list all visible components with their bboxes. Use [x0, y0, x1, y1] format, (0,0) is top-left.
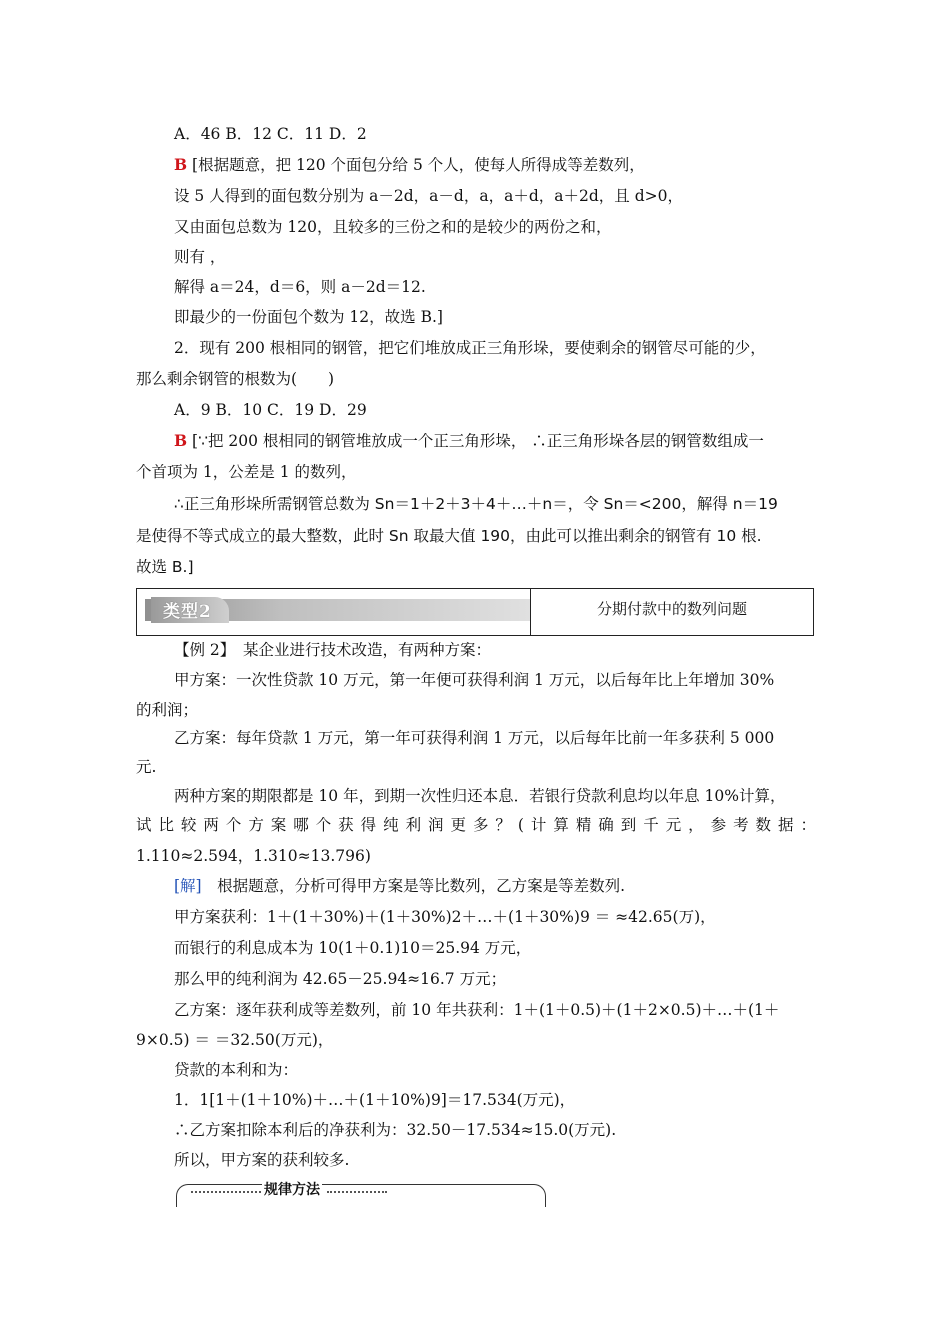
- solution-line: 乙方案：逐年获利成等差数列，前 10 年共获利：1＋(1＋0.5)＋(1＋2×0.5)＋…＋(1＋: [174, 1001, 780, 1019]
- solution-line: ∴乙方案扣除本利后的净获利为：32.50－17.534≈15.0(万元).: [174, 1121, 617, 1139]
- answer-letter: B: [174, 155, 188, 174]
- type-title: 分期付款中的数列问题: [596, 600, 747, 618]
- example-line: 甲方案：一次性贷款 10 万元，第一年便可获得利润 1 万元，以后每年比上年增加 30%: [174, 671, 775, 689]
- solution-text: [根据题意，把 120 个面包分给 5 个人，使每人所得成等差数列，: [187, 156, 645, 174]
- type-label: 类型2: [163, 602, 212, 622]
- solution-line: 贷款的本利和为：: [174, 1061, 299, 1079]
- dots-right: [327, 1191, 387, 1195]
- example-line: 乙方案：每年贷款 1 万元，第一年可获得利润 1 万元，以后每年比前一年多获利 5 000: [174, 729, 775, 747]
- example-line: 元.: [136, 758, 157, 776]
- solution-text: 根据题意，分析可得甲方案是等比数列，乙方案是等差数列.: [201, 877, 626, 895]
- solution-line: 那么甲的纯利润为 42.65－25.94≈16.7 万元；: [174, 970, 507, 988]
- answer-options-1: A．46 B．12 C．11 D．2: [174, 125, 367, 143]
- solution-line: [174, 431, 764, 451]
- solution-line: 故选 B.]: [136, 558, 194, 576]
- solution-tag: [解]: [174, 877, 202, 895]
- solution-line: 即最少的一份面包个数为 12，故选 B.]: [174, 308, 443, 326]
- solution-line: ∴正三角形垛所需钢管总数为 Sn＝1＋2＋3＋4＋…＋n＝，令 Sn＝<200，解得 n＝19: [174, 495, 778, 513]
- example-line: 试比较两个方案哪个获得纯利润更多？(计算精确到千元，参考数据：: [136, 816, 816, 834]
- answer-options-2: A．9 B．10 C．19 D．29: [174, 401, 367, 419]
- solution-line: 甲方案获利：1＋(1＋30%)＋(1＋30%)2＋…＋(1＋30%)9 ＝ ≈42.65(万)，: [174, 908, 716, 926]
- solution-heading: [174, 876, 625, 896]
- solution-line: 则有 ，: [174, 248, 226, 266]
- example-heading: 【例 2】 某企业进行技术改造，有两种方案：: [174, 641, 492, 659]
- answer-letter: B: [174, 431, 188, 450]
- solution-text: [∵把 200 根相同的钢管堆放成一个正三角形垛， ∴正三角形垛各层的钢管数组成一: [187, 432, 764, 450]
- type-header-box: [136, 588, 814, 636]
- method-box: [176, 1184, 546, 1207]
- method-title: 规律方法: [262, 1179, 322, 1199]
- question-2: 2．现有 200 根相同的钢管，把它们堆放成正三角形垛，要使剩余的钢管尽可能的少，: [174, 339, 766, 357]
- solution-line: 是使得不等式成立的最大整数，此时 Sn 取最大值 190，由此可以推出剩余的钢管有 10 根.: [136, 527, 762, 545]
- solution-line: 解得 a＝24，d＝6，则 a－2d＝12.: [174, 278, 426, 296]
- example-line: 的利润；: [136, 701, 199, 719]
- example-line: 1.110≈2.594，1.310≈13.796): [136, 847, 371, 865]
- solution-line: 个首项为 1，公差是 1 的数列，: [136, 463, 357, 481]
- example-line: 两种方案的期限都是 10 年，到期一次性归还本息．若银行贷款利息均以年息 10%计算，: [174, 787, 786, 805]
- solution-line: 而银行的利息成本为 10(1＋0.1)10＝25.94 万元，: [174, 939, 532, 957]
- solution-line: 又由面包总数为 120，且较多的三份之和的是较少的两份之和，: [174, 218, 612, 236]
- solution-line: [174, 155, 645, 175]
- solution-line: 9×0.5) ＝ ＝32.50(万元)，: [136, 1031, 334, 1049]
- dots-left: [191, 1191, 261, 1195]
- question-2-cont: 那么剩余钢管的根数为( ): [136, 370, 335, 388]
- solution-line: 所以，甲方案的获利较多.: [174, 1151, 350, 1169]
- solution-line: 设 5 人得到的面包数分别为 a－2d，a－d，a，a＋d，a＋2d，且 d>0，: [174, 187, 683, 205]
- solution-line: 1．1[1＋(1＋10%)＋…＋(1＋10%)9]＝17.534(万元)，: [174, 1091, 576, 1109]
